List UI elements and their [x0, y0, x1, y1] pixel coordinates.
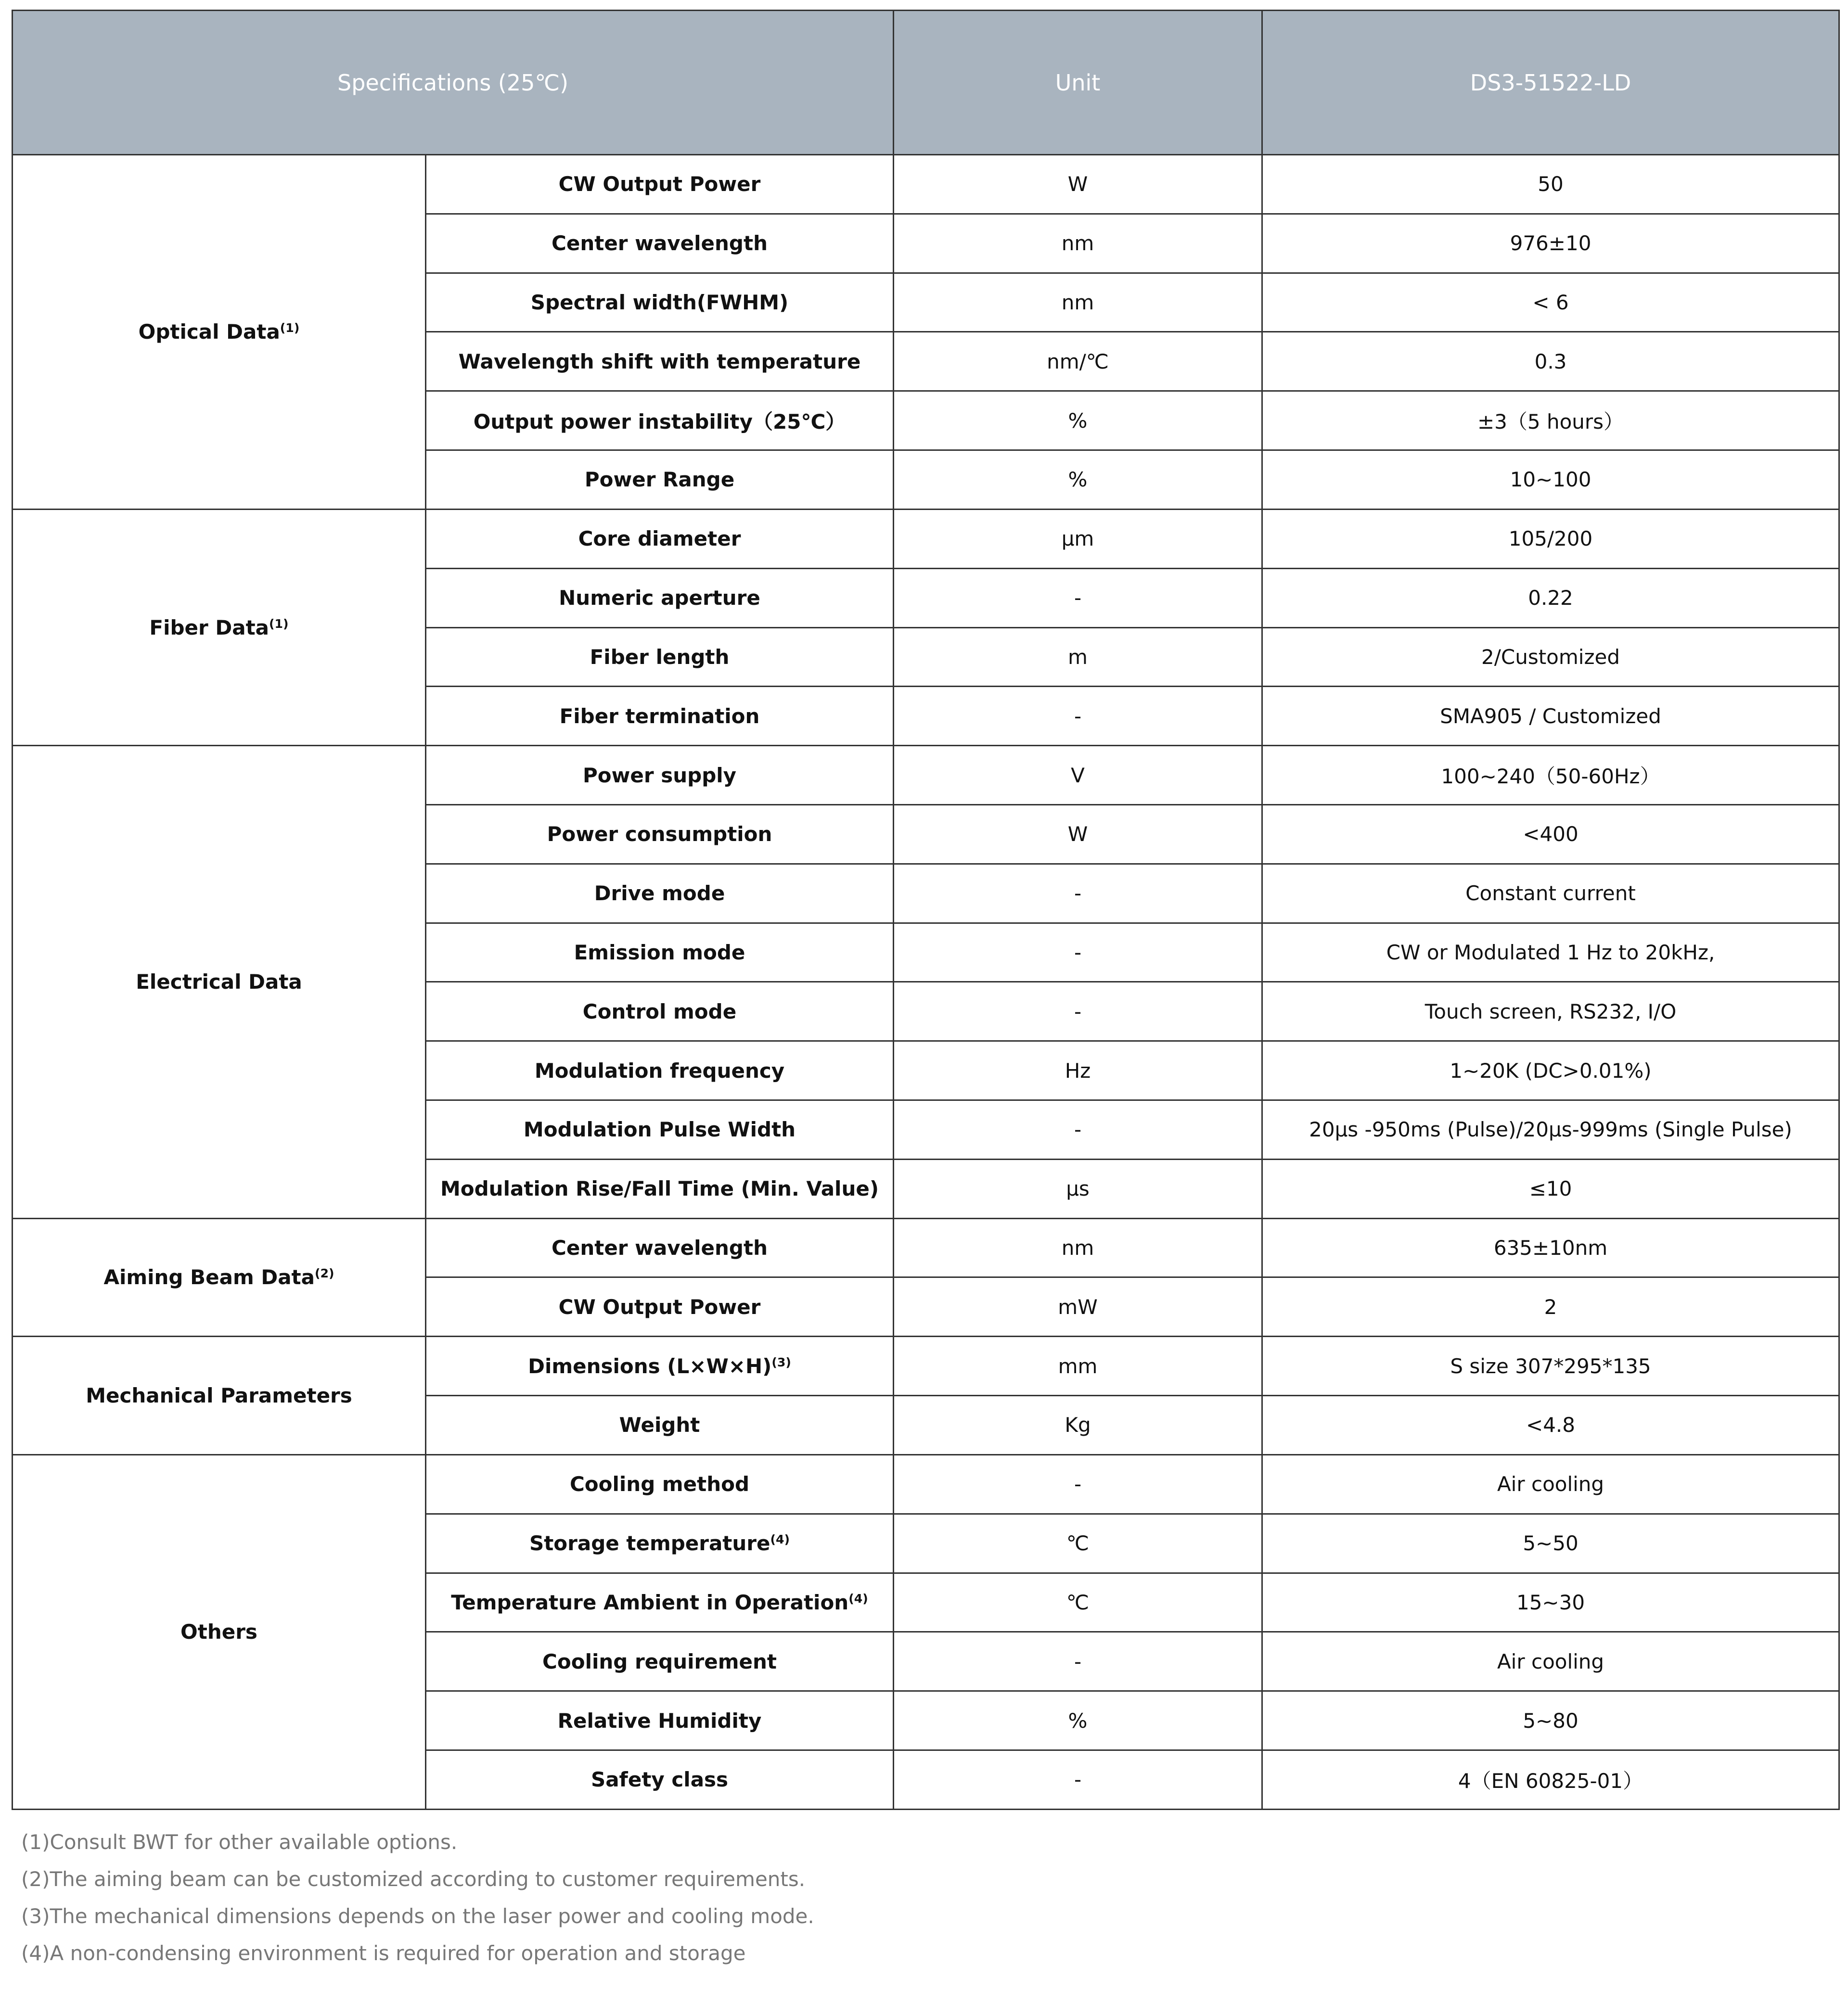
unit-cell: m	[894, 627, 1262, 687]
parameter-name	[426, 509, 894, 568]
footnote: (3)The mechanical dimensions depends on the laser power and cooling mode.	[21, 1904, 814, 1928]
footnote: (2)The aiming beam can be customized according to customer requirements.	[21, 1867, 806, 1891]
parameter-name-text: CW Output Power	[558, 172, 761, 196]
parameter-name-text: Emission mode	[574, 940, 745, 964]
table-row	[13, 509, 1839, 568]
table-row	[13, 1454, 1839, 1514]
unit-cell: Hz	[894, 1041, 1262, 1100]
value-cell: 10~100	[1262, 450, 1839, 510]
parameter-name-text: Relative Humidity	[557, 1709, 762, 1733]
value-cell: Air cooling	[1262, 1454, 1839, 1514]
parameter-name-text: Center wavelength	[552, 1236, 768, 1260]
footnote-marker: (1)	[280, 321, 300, 335]
value-cell: 4（EN 60825-01）	[1262, 1750, 1839, 1809]
parameter-name	[426, 1218, 894, 1277]
unit-cell: -	[894, 687, 1262, 746]
table-header	[13, 11, 1839, 155]
parameter-name-text: Power supply	[582, 763, 737, 787]
value-cell: < 6	[1262, 273, 1839, 332]
value-cell: 105/200	[1262, 509, 1839, 568]
parameter-name-text: Modulation Rise/Fall Time (Min. Value)	[440, 1177, 879, 1201]
unit-cell: nm/℃	[894, 332, 1262, 391]
parameter-name-text: Drive mode	[594, 881, 725, 906]
parameter-name-text: Cooling method	[569, 1472, 750, 1496]
value-cell: 2/Customized	[1262, 627, 1839, 687]
parameter-name	[426, 332, 894, 391]
parameter-name-text: Spectral width(FWHM)	[530, 291, 789, 315]
parameter-name	[426, 214, 894, 273]
unit-cell: nm	[894, 1218, 1262, 1277]
footnote-marker: (4)	[848, 1592, 868, 1606]
parameter-name-text: Wavelength shift with temperature	[458, 349, 861, 373]
footnote-marker: (4)	[770, 1532, 790, 1547]
unit-cell: ℃	[894, 1514, 1262, 1573]
parameter-name	[426, 864, 894, 923]
group-label	[13, 1454, 426, 1809]
value-cell: Touch screen, RS232, I/O	[1262, 982, 1839, 1041]
value-cell: 20μs -950ms (Pulse)/20μs-999ms (Single Pulse)	[1262, 1100, 1839, 1160]
unit-cell: -	[894, 864, 1262, 923]
unit-cell: W	[894, 155, 1262, 214]
parameter-name	[426, 391, 894, 450]
group-label	[13, 1218, 426, 1337]
table-row	[13, 1218, 1839, 1277]
parameter-name	[426, 450, 894, 510]
group-label-text: Electrical Data	[136, 970, 302, 994]
parameter-name-text: Control mode	[582, 999, 737, 1023]
unit-cell: mm	[894, 1337, 1262, 1396]
parameter-name	[426, 1573, 894, 1632]
unit-cell: %	[894, 450, 1262, 510]
parameter-name	[426, 1454, 894, 1514]
table-row	[13, 1337, 1839, 1396]
spec-table	[12, 10, 1840, 1810]
unit-cell: μs	[894, 1159, 1262, 1218]
group-label-text: Fiber Data	[149, 615, 270, 639]
parameter-name-text: Fiber termination	[559, 704, 760, 728]
group-label-text: Others	[180, 1620, 257, 1644]
group-label	[13, 746, 426, 1219]
footnote: (4)A non-condensing environment is required for operation and storage	[21, 1941, 746, 1965]
header-model: DS3-51522-LD	[1262, 11, 1839, 155]
parameter-name	[426, 1632, 894, 1691]
value-cell: 50	[1262, 155, 1839, 214]
parameter-name-text: Power Range	[584, 468, 735, 492]
group-label	[13, 1337, 426, 1455]
parameter-name-text: Power consumption	[547, 822, 772, 846]
unit-cell: V	[894, 746, 1262, 805]
table-row	[13, 155, 1839, 214]
value-cell: 5~80	[1262, 1691, 1839, 1750]
group-label-text: Mechanical Parameters	[86, 1384, 352, 1408]
parameter-name	[426, 1277, 894, 1337]
unit-cell: ℃	[894, 1573, 1262, 1632]
value-cell: <4.8	[1262, 1396, 1839, 1455]
value-cell: 0.22	[1262, 568, 1839, 627]
footnote-marker: (2)	[314, 1266, 334, 1281]
unit-cell: %	[894, 391, 1262, 450]
parameter-name	[426, 687, 894, 746]
value-cell: Air cooling	[1262, 1632, 1839, 1691]
group-label-text: Optical Data	[138, 320, 280, 344]
parameter-name-text: Safety class	[590, 1768, 729, 1792]
unit-cell: -	[894, 568, 1262, 627]
group-label	[13, 509, 426, 745]
parameter-name	[426, 1100, 894, 1160]
unit-cell: W	[894, 804, 1262, 864]
value-cell: 100~240（50-60Hz）	[1262, 746, 1839, 805]
group-label	[13, 155, 426, 510]
unit-cell: -	[894, 1454, 1262, 1514]
parameter-name-text: Storage temperature	[529, 1531, 770, 1556]
parameter-name	[426, 923, 894, 982]
unit-cell: nm	[894, 273, 1262, 332]
value-cell: 0.3	[1262, 332, 1839, 391]
parameter-name	[426, 1041, 894, 1100]
value-cell: 5~50	[1262, 1514, 1839, 1573]
unit-cell: -	[894, 1632, 1262, 1691]
value-cell: ≤10	[1262, 1159, 1839, 1218]
parameter-name-text: Weight	[619, 1413, 700, 1437]
parameter-name-text: Dimensions (L×W×H)	[528, 1354, 772, 1378]
parameter-name	[426, 1750, 894, 1809]
parameter-name-text: Temperature Ambient in Operation	[451, 1590, 849, 1614]
footnote-marker: (3)	[771, 1355, 791, 1369]
unit-cell: %	[894, 1691, 1262, 1750]
value-cell: <400	[1262, 804, 1839, 864]
parameter-name-text: Core diameter	[578, 527, 741, 551]
unit-cell: mW	[894, 1277, 1262, 1337]
footnote: (1)Consult BWT for other available options.	[21, 1830, 458, 1854]
table-row	[13, 746, 1839, 805]
parameter-name-text: Output power instability（25℃）	[473, 410, 846, 434]
parameter-name	[426, 155, 894, 214]
parameter-name-text: CW Output Power	[558, 1295, 761, 1319]
parameter-name-text: Modulation frequency	[534, 1059, 785, 1083]
parameter-name	[426, 804, 894, 864]
table-body	[13, 155, 1839, 1810]
parameter-name-text: Numeric aperture	[559, 586, 760, 610]
parameter-name	[426, 1396, 894, 1455]
parameter-name-text: Modulation Pulse Width	[523, 1118, 796, 1142]
unit-cell: -	[894, 923, 1262, 982]
parameter-name-text: Fiber length	[590, 645, 730, 669]
unit-cell: -	[894, 1100, 1262, 1160]
footnotes	[21, 1824, 1831, 1972]
parameter-name	[426, 982, 894, 1041]
footnote-marker: (1)	[269, 616, 289, 631]
value-cell: Constant current	[1262, 864, 1839, 923]
value-cell: 976±10	[1262, 214, 1839, 273]
parameter-name	[426, 1337, 894, 1396]
parameter-name	[426, 627, 894, 687]
value-cell: 1~20K (DC>0.01%)	[1262, 1041, 1839, 1100]
parameter-name	[426, 746, 894, 805]
value-cell: 635±10nm	[1262, 1218, 1839, 1277]
unit-cell: -	[894, 1750, 1262, 1809]
unit-cell: Kg	[894, 1396, 1262, 1455]
value-cell: ±3（5 hours）	[1262, 391, 1839, 450]
unit-cell: nm	[894, 214, 1262, 273]
value-cell: 2	[1262, 1277, 1839, 1337]
parameter-name	[426, 1514, 894, 1573]
value-cell: S size 307*295*135	[1262, 1337, 1839, 1396]
header-spec: Specifications (25℃)	[13, 11, 894, 155]
header-unit: Unit	[894, 11, 1262, 155]
unit-cell: μm	[894, 509, 1262, 568]
group-label-text: Aiming Beam Data	[103, 1265, 315, 1289]
value-cell: SMA905 / Customized	[1262, 687, 1839, 746]
parameter-name-text: Cooling requirement	[542, 1649, 777, 1673]
value-cell: 15~30	[1262, 1573, 1839, 1632]
parameter-name-text: Center wavelength	[552, 231, 768, 255]
value-cell: CW or Modulated 1 Hz to 20kHz,	[1262, 923, 1839, 982]
unit-cell: -	[894, 982, 1262, 1041]
parameter-name	[426, 1159, 894, 1218]
parameter-name	[426, 1691, 894, 1750]
parameter-name	[426, 273, 894, 332]
parameter-name	[426, 568, 894, 627]
